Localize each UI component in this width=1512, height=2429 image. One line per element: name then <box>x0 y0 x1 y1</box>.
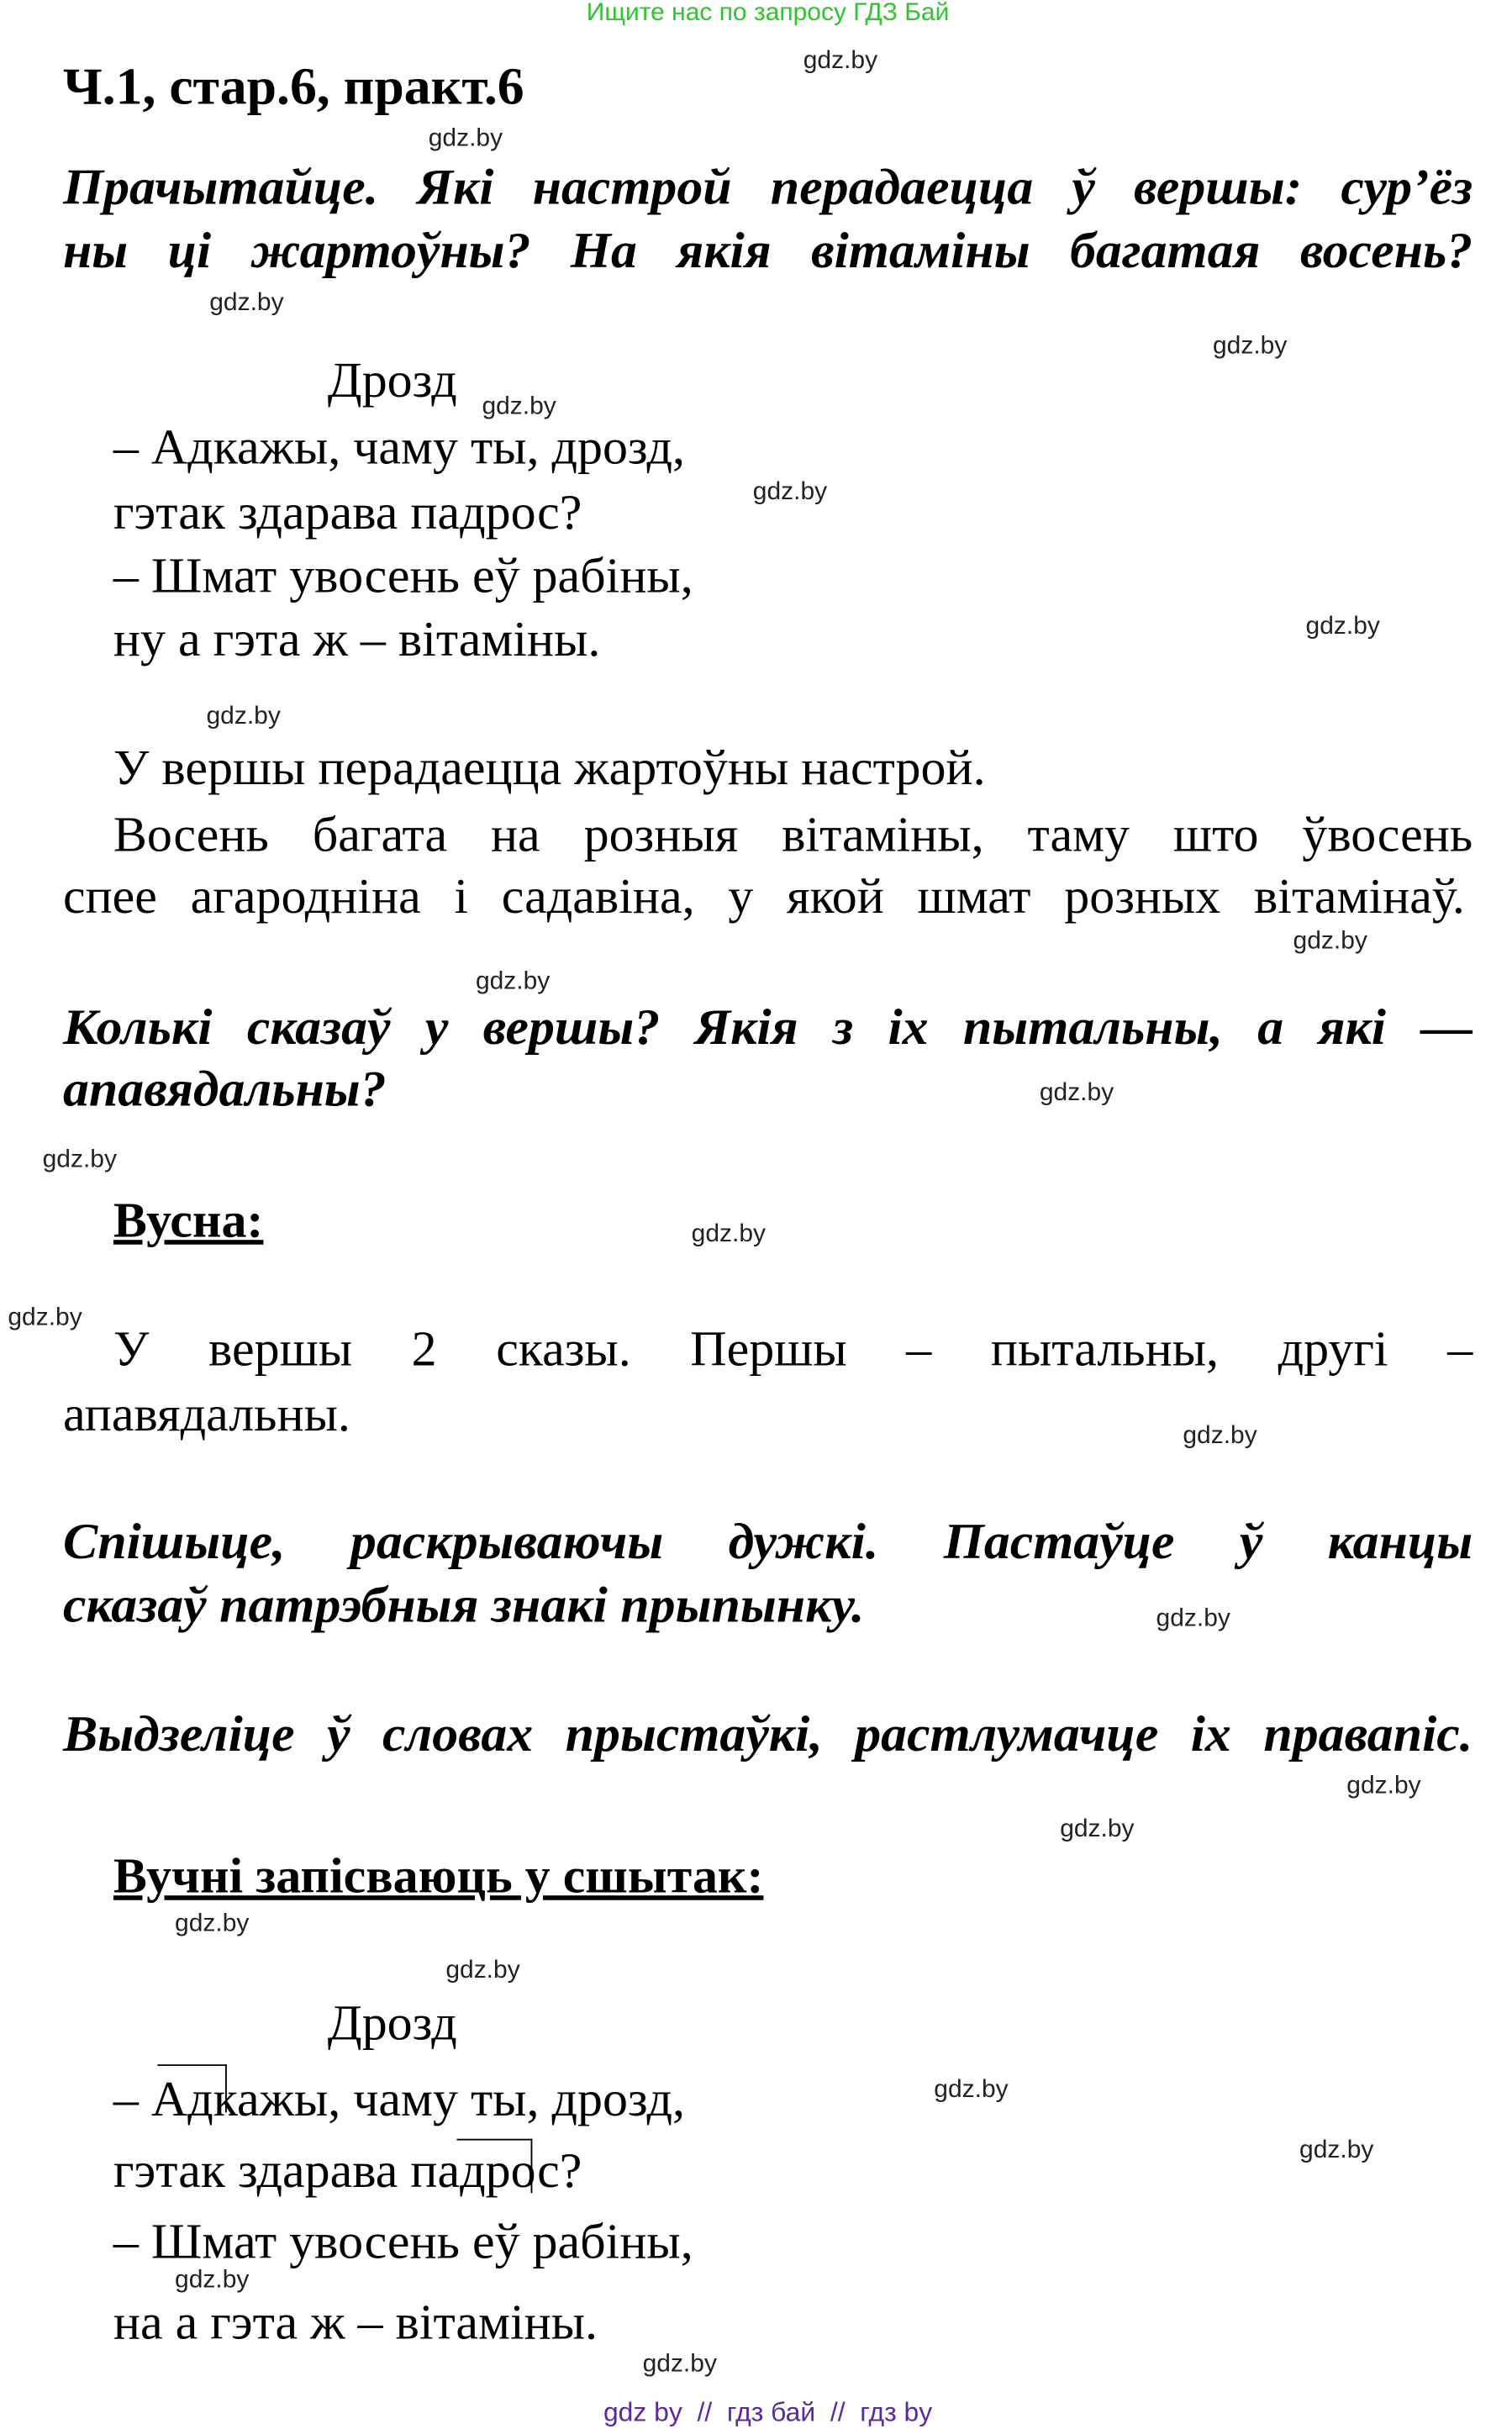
task2-line: апавядальны? <box>62 1062 387 1119</box>
watermark: gdz.by <box>1346 1773 1421 1799</box>
task1-line: ны ці жартоўны? На якія вітаміны багатая восень? <box>62 224 1473 280</box>
watermark: gdz.by <box>1156 1605 1230 1632</box>
watermark: gdz.by <box>209 289 284 317</box>
oral-answer-line: апавядальны. <box>62 1385 350 1441</box>
prefix-mark <box>157 2064 226 2112</box>
watermark: gdz.by <box>1305 614 1380 640</box>
oral-answer-line: У вершы 2 сказы. Першы – пытальны, другі – <box>113 1320 1473 1377</box>
watermark: gdz.by <box>934 2076 1009 2104</box>
poem2-line: – Адкажы, чаму ты, дрозд, <box>113 2070 686 2126</box>
poem1-line: ну а гэта ж – вітаміны. <box>113 610 601 667</box>
task3-line: сказаў патрэбныя знакі прыпынку. <box>62 1578 865 1635</box>
written-heading: Вучні запісваюць у сшытак: <box>113 1847 764 1904</box>
header-search-link[interactable]: Ищите нас по запросу ГДЗ Бай <box>586 0 950 27</box>
poem2-line: гэтак здарава падрос? <box>113 2142 582 2198</box>
poem1-line: – Шмат увосень еў рабіны, <box>113 546 693 603</box>
watermark: gdz.by <box>752 478 828 506</box>
watermark: gdz.by <box>475 968 551 995</box>
watermark: gdz.by <box>691 1221 767 1248</box>
watermark: gdz.by <box>482 393 556 420</box>
oral-heading: Вусна: <box>113 1192 264 1248</box>
watermark: gdz.by <box>206 703 281 730</box>
watermark: gdz.by <box>1183 1422 1257 1450</box>
watermark: gdz.by <box>428 125 503 152</box>
task1-line: Прачытайце. Які настрой перадаецца ў вершы: сур’ёз <box>62 160 1473 217</box>
watermark: gdz.by <box>1212 333 1288 360</box>
task2-line: Колькі сказаў у вершы? Якія з іх пытальны, а які — <box>62 1000 1473 1056</box>
watermark: gdz.by <box>803 48 878 75</box>
watermark: gdz.by <box>175 2267 250 2295</box>
poem2-line: – Шмат увосень еў рабіны, <box>113 2213 693 2269</box>
answer1-line: спее агародніна і садавіна, у якой шмат розных вітамінаў. <box>62 867 1465 925</box>
prefix-mark <box>456 2139 532 2194</box>
poem1-line: гэтак здарава падрос? <box>113 483 582 540</box>
task3-line: Спішыце, раскрываючы дужкі. Пастаўце ў канцы <box>62 1515 1473 1571</box>
poem2-line: на а гэта ж – вітаміны. <box>113 2294 598 2350</box>
watermark: gdz.by <box>445 1957 520 1984</box>
page-title: Ч.1, стар.6, практ.6 <box>62 59 524 117</box>
watermark: gdz.by <box>8 1304 82 1331</box>
footer-links[interactable]: gdz by // гдз бай // гдз by <box>603 2397 933 2427</box>
watermark: gdz.by <box>1060 1816 1135 1843</box>
answer1-line: Восень багата на розныя вітаміны, таму што ўвосень <box>113 805 1473 862</box>
watermark: gdz.by <box>642 2351 717 2378</box>
watermark: gdz.by <box>1299 2137 1374 2164</box>
poem1-title: Дрозд <box>327 351 457 408</box>
watermark: gdz.by <box>1293 928 1367 955</box>
watermark: gdz.by <box>42 1146 117 1173</box>
poem1-line: – Адкажы, чаму ты, дрозд, <box>113 418 686 475</box>
watermark: gdz.by <box>1039 1080 1114 1107</box>
answer1-line: У вершы перадаецца жартоўны настрой. <box>113 739 986 795</box>
task4-line: Выдзеліце ў словах прыстаўкі, растлумачце іх правапіс. <box>62 1707 1473 1763</box>
poem2-title: Дрозд <box>327 1994 457 2051</box>
watermark: gdz.by <box>175 1910 250 1937</box>
